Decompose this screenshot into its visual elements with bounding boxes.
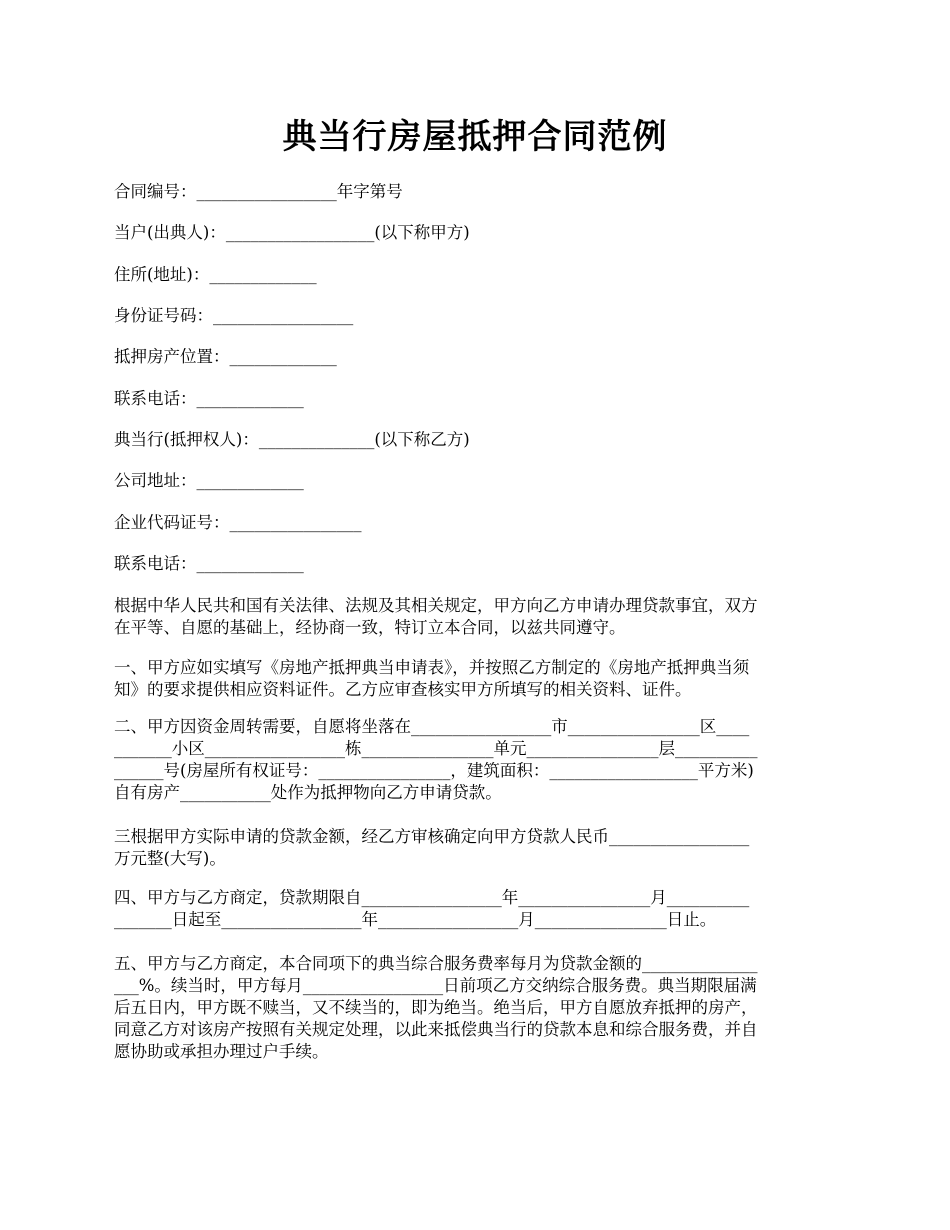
paragraph-line: ______号(房屋所有权证号：________________，建筑面积：__________________平方米): [114, 761, 754, 780]
phone-field-b: 联系电话：_____________: [114, 554, 304, 573]
contract-number-field: 合同编号：_________________年字第号: [114, 182, 403, 201]
address-field: 住所(地址)：_____________: [114, 265, 317, 284]
clause-2-paragraph: [114, 716, 838, 804]
paragraph-line: 三根据甲方实际申请的贷款金额，经乙方审核确定向甲方贷款人民币_________________: [114, 827, 750, 846]
clause-1-paragraph: [114, 657, 838, 701]
preamble-paragraph: [114, 595, 838, 639]
document-title: 典当行房屋抵押合同范例: [282, 117, 668, 157]
clause-3-paragraph: [114, 826, 838, 870]
paragraph-line: 同意乙方对该房产按照有关规定处理，以此来抵偿典当行的贷款本息和综合服务费，并自: [114, 1020, 758, 1039]
paragraph-line: _______日起至_________________年_________________月________________日止。: [114, 910, 717, 929]
id-number-field: 身份证号码：_________________: [114, 306, 354, 325]
pawner-field: 当户(出典人)：__________________(以下称甲方): [114, 223, 470, 242]
property-location-field: 抵押房产位置：_____________: [114, 347, 337, 366]
paragraph-line: 在平等、自愿的基础上，经协商一致，特订立本合同，以兹共同遵守。: [114, 618, 626, 637]
paragraph-line: 根据中华人民共和国有关法律、法规及其相关规定，甲方向乙方申请办理贷款事宜，双方: [114, 596, 758, 615]
paragraph-line: 一、甲方应如实填写《房地产抵押典当申请表》，并按照乙方制定的《房地产抵押典当须: [114, 658, 750, 677]
paragraph-line: 四、甲方与乙方商定，贷款期限自_________________年________________月__________: [114, 888, 750, 907]
enterprise-code-field: 企业代码证号：________________: [114, 513, 362, 532]
paragraph-line: 二、甲方因资金周转需要，自愿将坐落在_________________市________________区____: [114, 717, 750, 736]
phone-field-a: 联系电话：_____________: [114, 389, 304, 408]
paragraph-line: 万元整(大写)。: [114, 849, 226, 868]
paragraph-line: 愿协助或承担办理过户手续。: [114, 1042, 329, 1061]
company-address-field: 公司地址：_____________: [114, 471, 304, 490]
paragraph-line: 自有房产___________处作为抵押物向乙方申请贷款。: [114, 783, 502, 802]
paragraph-line: ___%。续当时，甲方每月_________________日前项乙方交纳综合服务费。典当期限届满: [114, 976, 757, 995]
paragraph-line: 五、甲方与乙方商定，本合同项下的典当综合服务费率每月为贷款金额的______________: [114, 954, 758, 973]
pawnshop-field: 典当行(抵押权人)：______________(以下称乙方): [114, 430, 470, 449]
clause-5-paragraph: [114, 953, 838, 1063]
paragraph-line: 知》的要求提供相应资料证件。乙方应审查核实甲方所填写的相关资料、证件。: [114, 680, 692, 699]
paragraph-line: _______小区_________________栋________________单元________________层__________: [114, 739, 758, 758]
clause-4-paragraph: [114, 887, 838, 931]
paragraph-line: 后五日内，甲方既不赎当，又不续当的，即为绝当。绝当后，甲方自愿放弃抵押的房产，: [114, 998, 758, 1017]
